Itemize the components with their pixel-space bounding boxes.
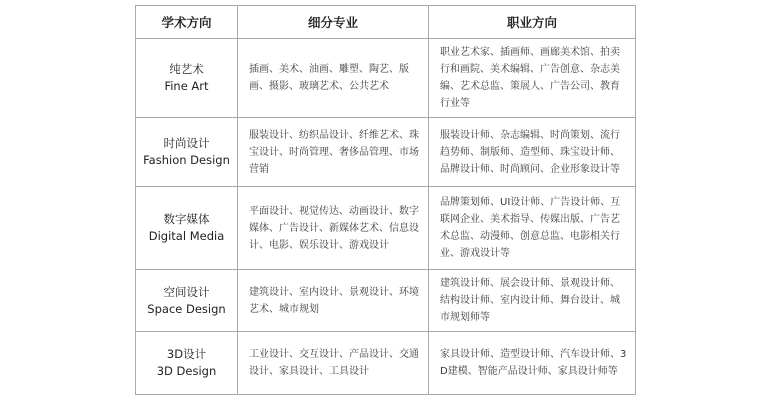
careers-cell: 品牌策划师、UI设计师、广告设计师、互联网企业、美术指导、传媒出版、广告艺术总监、动漫师、创意总监、电影相关行业、游戏设计等 bbox=[429, 187, 636, 270]
header-majors: 细分专业 bbox=[238, 6, 429, 39]
careers-cell: 家具设计师、造型设计师、汽车设计师、3D建模、智能产品设计师、家具设计师等 bbox=[429, 332, 636, 395]
careers-cell: 职业艺术家、插画师、画廊美术馆、拍卖行和画院、美术编辑、广告创意、杂志美编、艺术总监、策展人、广告公司、教育行业等 bbox=[429, 39, 636, 118]
table-row bbox=[136, 39, 636, 118]
field-name-en: Space Design bbox=[147, 301, 226, 316]
field-name-zh: 数字媒体 bbox=[163, 212, 210, 226]
header-careers: 职业方向 bbox=[429, 6, 636, 39]
field-name-en: Fine Art bbox=[164, 79, 209, 93]
table-body bbox=[136, 39, 636, 395]
majors-cell: 插画、美术、油画、雕塑、陶艺、版画、摄影、玻璃艺术、公共艺术 bbox=[238, 39, 429, 118]
field-cell bbox=[136, 332, 238, 395]
table-row bbox=[136, 187, 636, 270]
careers-cell: 服装设计师、杂志编辑、时尚策划、流行趋势师、制版师、造型师、珠宝设计师、品牌设计师、时尚顾问、企业形象设计等 bbox=[429, 118, 636, 187]
majors-cell: 工业设计、交互设计、产品设计、交通设计、家具设计、工具设计 bbox=[238, 332, 429, 395]
field-name-en: 3D Design bbox=[156, 364, 217, 378]
field-name-zh: 空间设计 bbox=[163, 284, 210, 299]
career-table bbox=[135, 5, 636, 395]
field-name-en: Digital Media bbox=[148, 229, 225, 243]
field-cell bbox=[136, 118, 238, 187]
table-row bbox=[136, 332, 636, 395]
field-name-zh: 时尚设计 bbox=[163, 136, 210, 150]
field-cell bbox=[136, 187, 238, 270]
field-cell bbox=[136, 39, 238, 118]
table-row bbox=[136, 270, 636, 332]
field-name-zh: 纯艺术 bbox=[169, 62, 204, 76]
majors-cell: 服装设计、纺织品设计、纤维艺术、珠宝设计、时尚管理、奢侈品管理、市场营销 bbox=[238, 118, 429, 187]
header-academic-field: 学术方向 bbox=[136, 6, 238, 39]
career-table-container bbox=[135, 5, 635, 395]
header-row bbox=[136, 6, 636, 39]
majors-cell: 平面设计、视觉传达、动画设计、数字媒体、广告设计、新媒体艺术、信息设计、电影、娱乐设计、游戏设计 bbox=[238, 187, 429, 270]
table-row bbox=[136, 118, 636, 187]
careers-cell: 建筑设计师、展会设计师、景观设计师、结构设计师、室内设计师、舞台设计、城市规划师等 bbox=[429, 270, 636, 332]
field-name-zh: 3D设计 bbox=[166, 347, 207, 361]
table-header bbox=[136, 6, 636, 39]
field-cell bbox=[136, 270, 238, 332]
majors-cell: 建筑设计、室内设计、景观设计、环境艺术、城市规划 bbox=[238, 270, 429, 332]
field-name-en: Fashion Design bbox=[143, 153, 230, 167]
